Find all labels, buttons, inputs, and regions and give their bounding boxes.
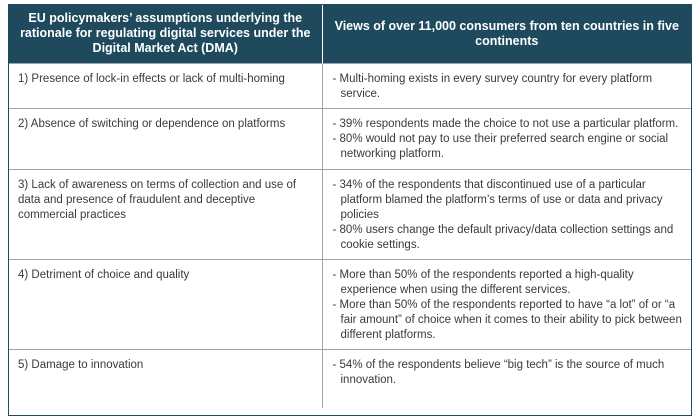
comparison-table xyxy=(9,5,691,408)
assumption-cell: 2) Absence of switching or dependence on platforms xyxy=(9,108,322,169)
view-item: - More than 50% of the respondents reported a high-quality experience when using the different services. xyxy=(332,268,634,296)
view-item: - 34% of the respondents that discontinued use of a particular platform blamed the platform’s terms of use or data and privacy policies xyxy=(332,178,663,221)
views-cell xyxy=(322,108,691,169)
view-item: - More than 50% of the respondents reported to have “a lot” of or “a fair amount” of choice when it comes to their ability to pick between different platforms. xyxy=(332,298,682,341)
view-item: - 80% would not pay to use their preferred search engine or social networking platform. xyxy=(332,132,669,160)
dma-assumptions-table xyxy=(8,4,692,416)
header-assumptions: EU policymakers’ assumptions underlying the rationale for regulating digital services under the Digital Market Act (DMA) xyxy=(9,5,322,63)
view-item: - 80% users change the default privacy/data collection settings and cookie settings. xyxy=(332,223,674,251)
table-row xyxy=(9,108,691,169)
views-cell xyxy=(322,169,691,259)
view-item: - 39% respondents made the choice to not use a particular platform. xyxy=(332,117,679,130)
views-cell xyxy=(322,259,691,349)
views-cell xyxy=(322,63,691,108)
table-row xyxy=(9,169,691,259)
assumption-cell: 5) Damage to innovation xyxy=(9,349,322,408)
header-views: Views of over 11,000 consumers from ten countries in five continents xyxy=(322,5,691,63)
table-row xyxy=(9,63,691,108)
header-row xyxy=(9,5,691,63)
table-row xyxy=(9,259,691,349)
assumption-cell: 4) Detriment of choice and quality xyxy=(9,259,322,349)
assumption-cell: 1) Presence of lock-in effects or lack of multi-homing xyxy=(9,63,322,108)
view-item: - Multi-homing exists in every survey country for every platform service. xyxy=(332,72,653,100)
view-item: - 54% of the respondents believe “big tech” is the source of much innovation. xyxy=(332,358,665,386)
assumption-cell: 3) Lack of awareness on terms of collection and use of data and presence of fraudulent and deceptive commercial practices xyxy=(9,169,322,259)
table-row xyxy=(9,349,691,408)
views-cell xyxy=(322,349,691,408)
